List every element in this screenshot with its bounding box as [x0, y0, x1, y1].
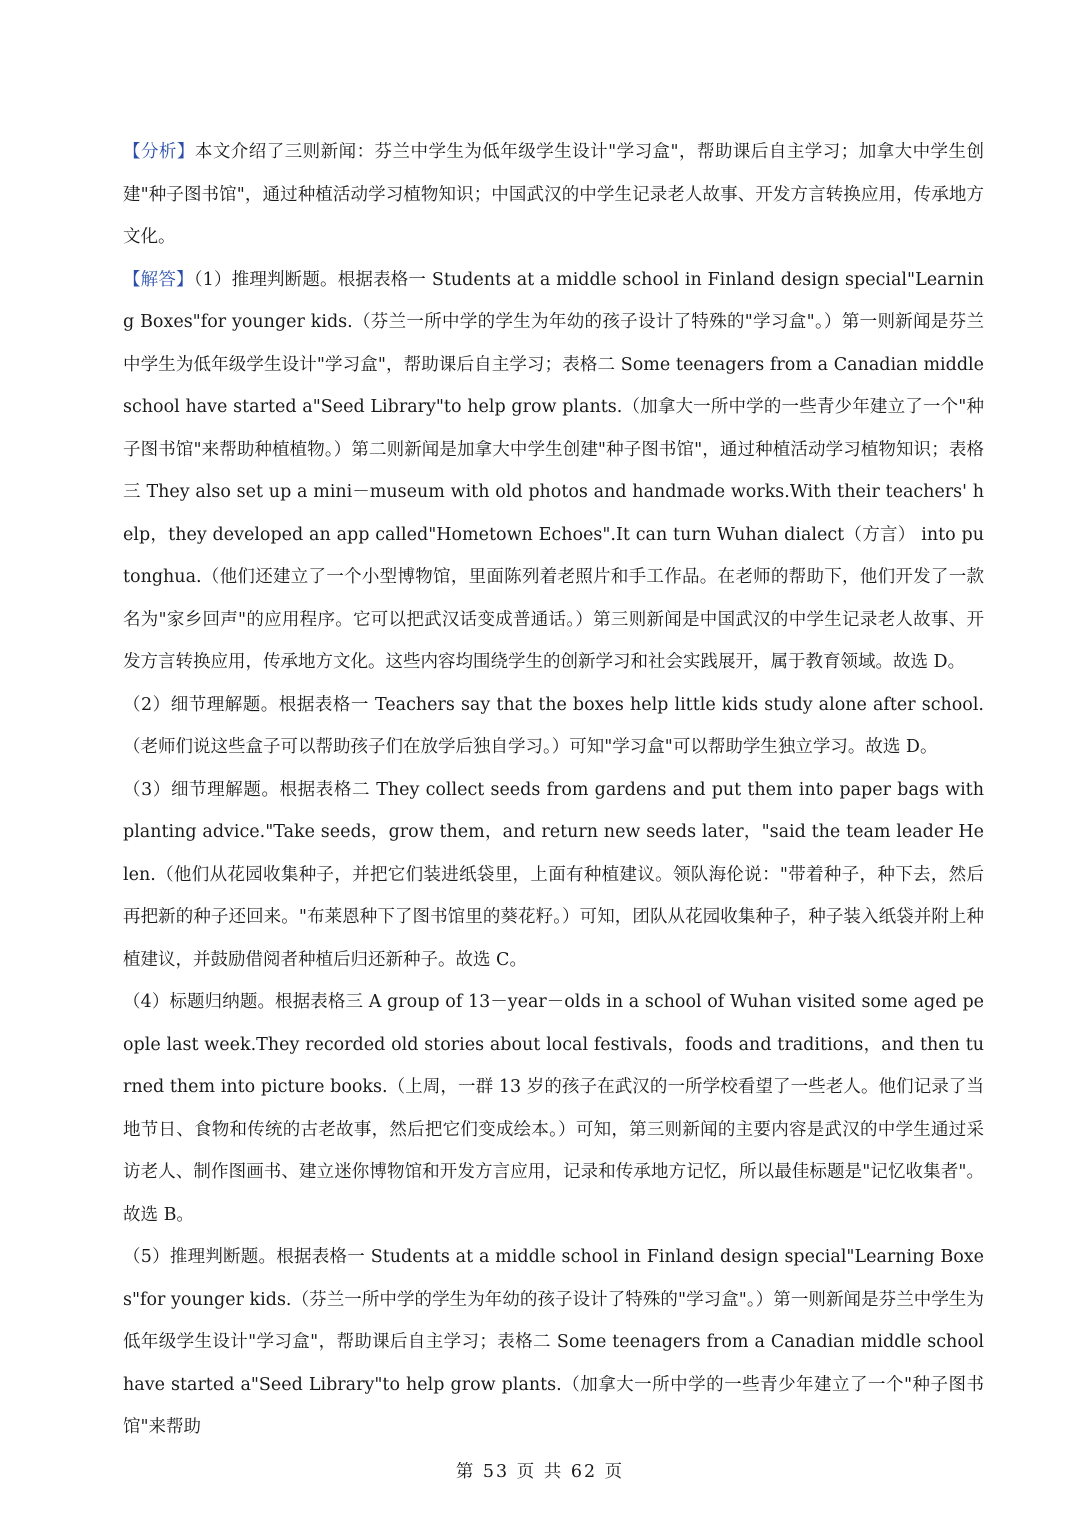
- answer-tag: 【解答】: [123, 269, 194, 290]
- answer-q2-paragraph: （2）细节理解题。根据表格一 Teachers say that the boxes help little kids study alone after school.（老师们说这些盒子可以帮助孩子们在放学后独自学习。）可知"学习盒"可以帮助学生独立学习。故选 D。: [123, 694, 984, 757]
- document-body: [123, 131, 984, 1449]
- answer-q5-paragraph: （5）推理判断题。根据表格一 Students at a middle school in Finland design special"Learning Boxes"for younger kids.（芬兰一所中学的学生为年幼的孩子设计了特殊的"学习盒"。）第一则新闻是芬兰中学生为低年级学生设计"学习盒"，帮助课后自主学习；表格二 Some teenagers from a Canadian middle school have started a"Seed Library"to help grow plants.（加拿大一所中学的一些青少年建立了一个"种子图书馆"来帮助: [123, 1247, 984, 1437]
- answer-q1-text: （1）推理判断题。根据表格一 Students at a middle school in Finland design special"Learning Boxes"for younger kids.（芬兰一所中学的学生为年幼的孩子设计了特殊的"学习盒"。）第一则新闻是芬兰中学生为低年级学生设计"学习盒"，帮助课后自主学习；表格二 Some teenagers from a Canadian middle school have started a"Seed Library"to help grow plants.（加拿大一所中学的一些青少年建立了一个"种子图书馆"来帮助种植植物。）第二则新闻是加拿大中学生创建"种子图书馆"，通过种植活动学习植物知识；表格三 They also set up a mini－museum with old photos and handmade works.With their teachers' help，they developed an app called"Hometown Echoes".It can turn Wuhan dialect（方言） into putonghua.（他们还建立了一个小型博物馆，里面陈列着老照片和手工作品。在老师的帮助下，他们开发了一款名为"家乡回声"的应用程序。它可以把武汉话变成普通话。）第三则新闻是中国武汉的中学生记录老人故事、开发方言转换应用，传承地方文化。这些内容均围绕学生的创新学习和社会实践展开，属于教育领域。故选 D。: [123, 269, 984, 672]
- analysis-paragraph: [123, 131, 984, 259]
- page-number-footer: 第 53 页 共 62 页: [455, 1462, 625, 1482]
- answer-q3-paragraph: （3）细节理解题。根据表格二 They collect seeds from gardens and put them into paper bags with planting advice."Take seeds，grow them，and return new seeds later，"said the team leader Helen.（他们从花园收集种子，并把它们装进纸袋里，上面有种植建议。领队海伦说："带着种子，种下去，然后再把新的种子还回来。"布莱恩种下了图书馆里的葵花籽。）可知，团队从花园收集种子，种子装入纸袋并附上种植建议，并鼓励借阅者种植后归还新种子。故选 C。: [123, 779, 984, 970]
- analysis-text: 本文介绍了三则新闻：芬兰中学生为低年级学生设计"学习盒"，帮助课后自主学习；加拿大中学生创建"种子图书馆"，通过种植活动学习植物知识；中国武汉的中学生记录老人故事、开发方言转换应用，传承地方文化。: [123, 142, 984, 247]
- analysis-tag: 【分析】: [123, 142, 195, 162]
- answer-q1-paragraph: [123, 259, 984, 684]
- answer-q4-paragraph: （4）标题归纳题。根据表格三 A group of 13－year－olds in a school of Wuhan visited some aged people last week.They recorded old stories about local festivals，foods and traditions，and then turned them into picture books.（上周，一群 13 岁的孩子在武汉的一所学校看望了一些老人。他们记录了当地节日、食物和传统的古老故事，然后把它们变成绘本。）可知，第三则新闻的主要内容是武汉的中学生通过采访老人、制作图画书、建立迷你博物馆和开发方言应用，记录和传承地方记忆，所以最佳标题是"记忆收集者"。故选 B。: [123, 992, 984, 1225]
